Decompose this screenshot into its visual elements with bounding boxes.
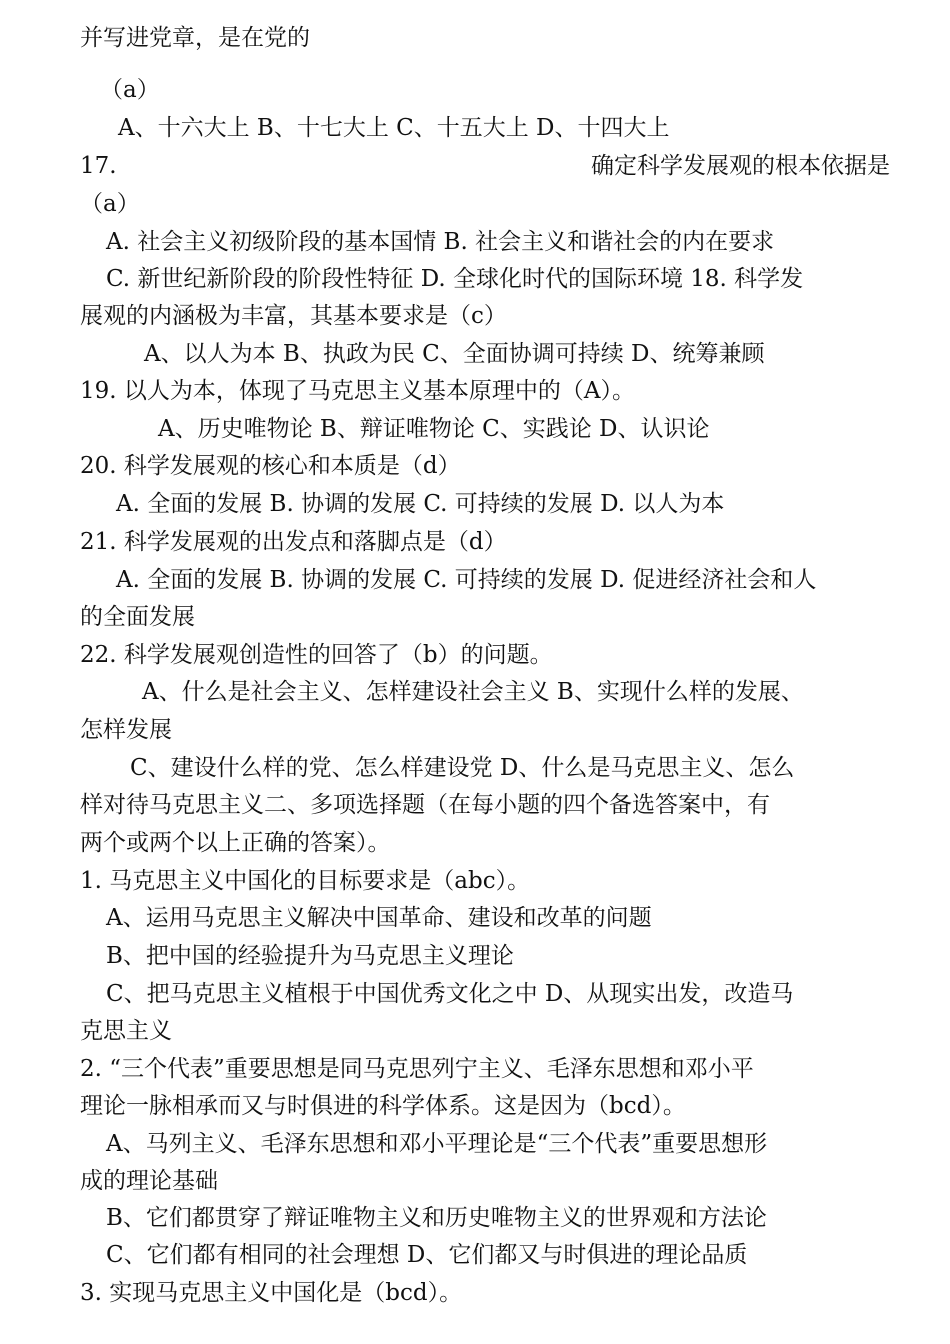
question-text: 确定科学发展观的根本依据是 — [591, 153, 890, 179]
answer-line: （a） — [100, 77, 160, 103]
text-line: 怎样发展 — [80, 717, 172, 743]
text-line: 成的理论基础 — [80, 1168, 218, 1194]
text-line: 样对待马克思主义二、多项选择题（在每小题的四个备选答案中，有 — [80, 792, 770, 818]
options-line: B、把中国的经验提升为马克思主义理论 — [106, 943, 514, 969]
options-line: A、马列主义、毛泽东思想和邓小平理论是“三个代表”重要思想形 — [106, 1131, 768, 1157]
options-line: A、以人为本 B、执政为民 C、全面协调可持续 D、统筹兼顾 — [144, 341, 765, 367]
options-line: C、把马克思主义植根于中国优秀文化之中 D、从现实出发，改造马 — [106, 981, 794, 1007]
question-line: 22. 科学发展观创造性的回答了（b）的问题。 — [80, 642, 553, 668]
text-line: 的全面发展 — [80, 604, 195, 630]
text-line: 理论一脉相承而又与时俱进的科学体系。这是因为（bcd）。 — [80, 1093, 686, 1119]
question-number: 17. — [80, 153, 117, 179]
text-line: 并写进党章，是在党的 — [80, 25, 310, 51]
question-line: 3. 实现马克思主义中国化是（bcd）。 — [80, 1280, 463, 1306]
options-line: A、十六大上 B、十七大上 C、十五大上 D、十四大上 — [118, 115, 670, 141]
text-line: 展观的内涵极为丰富，其基本要求是（c） — [80, 303, 507, 329]
options-line: A. 全面的发展 B. 协调的发展 C. 可持续的发展 D. 以人为本 — [116, 491, 725, 517]
question-line: 2. “三个代表”重要思想是同马克思列宁主义、毛泽东思想和邓小平 — [80, 1056, 754, 1082]
question-line: 20. 科学发展观的核心和本质是（d） — [80, 453, 461, 479]
options-line: A. 社会主义初级阶段的基本国情 B. 社会主义和谐社会的内在要求 — [106, 229, 775, 255]
options-line: A、历史唯物论 B、辩证唯物论 C、实践论 D、认识论 — [158, 416, 710, 442]
options-line: A、运用马克思主义解决中国革命、建设和改革的问题 — [106, 905, 652, 931]
options-line: A、什么是社会主义、怎样建设社会主义 B、实现什么样的发展、 — [142, 679, 804, 705]
question-line: 21. 科学发展观的出发点和落脚点是（d） — [80, 529, 507, 555]
options-line: A. 全面的发展 B. 协调的发展 C. 可持续的发展 D. 促进经济社会和人 — [116, 567, 817, 593]
options-line: C、它们都有相同的社会理想 D、它们都又与时俱进的理论品质 — [106, 1242, 748, 1268]
question-line: 1. 马克思主义中国化的目标要求是（abc）。 — [80, 868, 531, 894]
options-line: C、建设什么样的党、怎么样建设党 D、什么是马克思主义、怎么 — [130, 755, 795, 781]
text-line: 两个或两个以上正确的答案）。 — [80, 830, 391, 856]
question-17-line — [80, 148, 890, 184]
answer-line: （a） — [80, 191, 140, 217]
question-line: 19. 以人为本，体现了马克思主义基本原理中的（A）。 — [80, 378, 635, 404]
options-line: C. 新世纪新阶段的阶段性特征 D. 全球化时代的国际环境 18. 科学发 — [106, 266, 804, 292]
options-line: B、它们都贯穿了辩证唯物主义和历史唯物主义的世界观和方法论 — [106, 1205, 767, 1231]
text-line: 克思主义 — [80, 1018, 172, 1044]
